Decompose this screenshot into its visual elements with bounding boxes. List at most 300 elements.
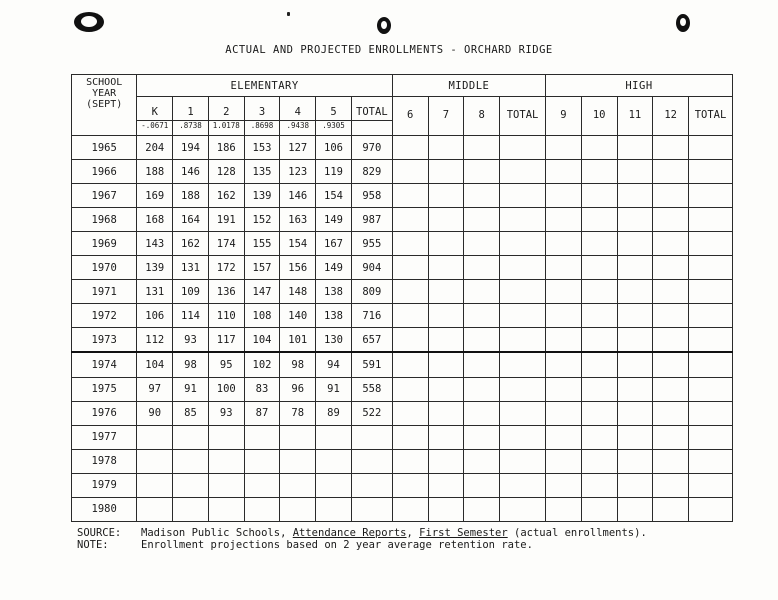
empty-cell xyxy=(653,352,689,377)
empty-cell xyxy=(689,401,733,425)
enrollment-cell: 140 xyxy=(280,304,316,328)
table-row xyxy=(72,352,733,377)
empty-cell xyxy=(581,497,617,521)
empty-cell xyxy=(617,328,653,353)
empty-cell xyxy=(500,304,546,328)
empty-cell xyxy=(392,377,428,401)
empty-cell xyxy=(464,328,500,353)
grade-header: 8 xyxy=(464,97,500,136)
empty-cell xyxy=(546,377,582,401)
empty-cell xyxy=(392,232,428,256)
empty-cell xyxy=(546,328,582,353)
enrollment-cell: 131 xyxy=(173,256,209,280)
empty-cell xyxy=(392,160,428,184)
elementary-total-cell: 904 xyxy=(351,256,392,280)
elementary-total-cell: 716 xyxy=(351,304,392,328)
enrollment-cell: 83 xyxy=(244,377,280,401)
source-line xyxy=(77,527,647,539)
empty-cell xyxy=(464,304,500,328)
table-row xyxy=(72,497,733,521)
empty-cell xyxy=(464,352,500,377)
enrollment-cell xyxy=(137,473,173,497)
empty-cell xyxy=(428,232,464,256)
enrollment-cell xyxy=(316,449,352,473)
empty-cell xyxy=(581,377,617,401)
year-cell: 1976 xyxy=(72,401,137,425)
year-cell: 1978 xyxy=(72,449,137,473)
year-cell: 1971 xyxy=(72,280,137,304)
empty-cell xyxy=(689,352,733,377)
empty-cell xyxy=(500,328,546,353)
empty-cell xyxy=(653,449,689,473)
enrollment-cell: 153 xyxy=(244,136,280,160)
empty-cell xyxy=(581,449,617,473)
empty-cell xyxy=(546,304,582,328)
enrollment-cell xyxy=(244,449,280,473)
enrollment-cell: 109 xyxy=(173,280,209,304)
enrollment-cell: 167 xyxy=(316,232,352,256)
retention-rate: .8738 xyxy=(173,121,209,136)
empty-cell xyxy=(653,280,689,304)
empty-cell xyxy=(500,184,546,208)
empty-cell xyxy=(546,184,582,208)
empty-cell xyxy=(617,280,653,304)
empty-cell xyxy=(464,425,500,449)
elementary-total-cell: 591 xyxy=(351,352,392,377)
enrollment-cell: 97 xyxy=(137,377,173,401)
empty-cell xyxy=(689,473,733,497)
enrollment-table xyxy=(71,74,733,522)
empty-cell xyxy=(617,208,653,232)
empty-cell xyxy=(500,497,546,521)
empty-cell xyxy=(581,401,617,425)
enrollment-cell: 136 xyxy=(208,280,244,304)
empty-cell xyxy=(392,497,428,521)
enrollment-cell xyxy=(137,497,173,521)
empty-cell xyxy=(392,304,428,328)
source-label: SOURCE: xyxy=(77,527,122,539)
empty-cell xyxy=(428,449,464,473)
enrollment-cell xyxy=(208,497,244,521)
empty-cell xyxy=(617,136,653,160)
enrollment-cell: 98 xyxy=(280,352,316,377)
empty-cell xyxy=(500,208,546,232)
enrollment-cell xyxy=(280,497,316,521)
enrollment-cell xyxy=(208,473,244,497)
empty-cell xyxy=(546,352,582,377)
source-text: Madison Public Schools, Attendance Reports, First Semester (actual enrollments). xyxy=(141,527,647,539)
enrollment-cell: 168 xyxy=(137,208,173,232)
enrollment-cell: 139 xyxy=(244,184,280,208)
enrollment-cell: 146 xyxy=(280,184,316,208)
enrollment-cell: 149 xyxy=(316,208,352,232)
empty-cell xyxy=(581,328,617,353)
enrollment-cell xyxy=(173,473,209,497)
enrollment-cell: 93 xyxy=(208,401,244,425)
table-row xyxy=(72,256,733,280)
empty-cell xyxy=(464,160,500,184)
empty-cell xyxy=(428,401,464,425)
grade-header: 10 xyxy=(581,97,617,136)
table-row xyxy=(72,184,733,208)
enrollment-cell: 131 xyxy=(137,280,173,304)
enrollment-cell xyxy=(137,449,173,473)
empty-cell xyxy=(581,256,617,280)
empty-cell xyxy=(464,449,500,473)
empty-cell xyxy=(653,256,689,280)
enrollment-cell: 91 xyxy=(316,377,352,401)
enrollment-cell: 162 xyxy=(173,232,209,256)
grade-header: 7 xyxy=(428,97,464,136)
empty-cell xyxy=(546,136,582,160)
empty-cell xyxy=(392,401,428,425)
retention-rate: .8698 xyxy=(244,121,280,136)
enrollment-cell: 156 xyxy=(280,256,316,280)
enrollment-cell: 94 xyxy=(316,352,352,377)
empty-cell xyxy=(617,401,653,425)
empty-cell xyxy=(546,497,582,521)
retention-rate: .9438 xyxy=(280,121,316,136)
enrollment-cell: 164 xyxy=(173,208,209,232)
empty-cell xyxy=(546,232,582,256)
empty-cell xyxy=(689,377,733,401)
year-cell: 1970 xyxy=(72,256,137,280)
table-row xyxy=(72,280,733,304)
empty-cell xyxy=(689,232,733,256)
empty-cell xyxy=(428,280,464,304)
note-text: Enrollment projections based on 2 year average retention rate. xyxy=(141,539,533,551)
empty-cell xyxy=(617,473,653,497)
empty-cell xyxy=(581,352,617,377)
empty-cell xyxy=(653,473,689,497)
year-cell: 1966 xyxy=(72,160,137,184)
enrollment-cell: 148 xyxy=(280,280,316,304)
enrollment-cell: 90 xyxy=(137,401,173,425)
empty-cell xyxy=(428,377,464,401)
punch-hole-icon xyxy=(377,17,391,34)
enrollment-cell: 106 xyxy=(316,136,352,160)
enrollment-cell: 152 xyxy=(244,208,280,232)
enrollment-cell: 87 xyxy=(244,401,280,425)
table-row xyxy=(72,377,733,401)
enrollment-cell: 162 xyxy=(208,184,244,208)
empty-cell xyxy=(392,208,428,232)
grade-header: 6 xyxy=(392,97,428,136)
empty-cell xyxy=(428,352,464,377)
year-cell: 1979 xyxy=(72,473,137,497)
empty-cell xyxy=(500,232,546,256)
empty-cell xyxy=(546,208,582,232)
note-label: NOTE: xyxy=(77,539,109,551)
empty-cell xyxy=(464,232,500,256)
empty-cell xyxy=(392,280,428,304)
enrollment-cell xyxy=(173,425,209,449)
empty-cell xyxy=(689,449,733,473)
punch-hole-icon xyxy=(676,14,690,32)
empty-cell xyxy=(617,304,653,328)
empty-cell xyxy=(392,136,428,160)
empty-cell xyxy=(500,280,546,304)
empty-cell xyxy=(653,401,689,425)
empty-cell xyxy=(581,473,617,497)
year-cell: 1975 xyxy=(72,377,137,401)
empty-cell xyxy=(689,136,733,160)
table-row xyxy=(72,232,733,256)
ink-speck xyxy=(287,12,290,16)
grade-header: 1 xyxy=(173,97,209,121)
page-title: ACTUAL AND PROJECTED ENROLLMENTS - ORCHARD RIDGE xyxy=(225,44,553,56)
enrollment-cell xyxy=(280,425,316,449)
middle-group-header: MIDDLE xyxy=(392,75,545,97)
enrollment-cell: 85 xyxy=(173,401,209,425)
enrollment-cell: 114 xyxy=(173,304,209,328)
empty-cell xyxy=(653,328,689,353)
empty-cell xyxy=(392,473,428,497)
empty-cell xyxy=(392,352,428,377)
enrollment-cell: 123 xyxy=(280,160,316,184)
empty-cell xyxy=(464,136,500,160)
elementary-total-cell xyxy=(351,425,392,449)
elementary-group-header: ELEMENTARY xyxy=(137,75,392,97)
empty-cell xyxy=(546,449,582,473)
year-cell: 1977 xyxy=(72,425,137,449)
empty-cell xyxy=(392,425,428,449)
table-row xyxy=(72,160,733,184)
enrollment-cell xyxy=(244,425,280,449)
empty-cell xyxy=(392,184,428,208)
year-cell: 1965 xyxy=(72,136,137,160)
empty-cell xyxy=(689,425,733,449)
enrollment-cell: 147 xyxy=(244,280,280,304)
empty-cell xyxy=(500,256,546,280)
grade-header: 12 xyxy=(653,97,689,136)
empty-cell xyxy=(653,184,689,208)
grade-header: TOTAL xyxy=(689,97,733,136)
enrollment-cell: 154 xyxy=(280,232,316,256)
empty-cell xyxy=(653,497,689,521)
empty-cell xyxy=(546,160,582,184)
empty-cell xyxy=(464,280,500,304)
elementary-total-cell xyxy=(351,449,392,473)
empty-cell xyxy=(500,136,546,160)
enrollment-cell: 108 xyxy=(244,304,280,328)
table-row xyxy=(72,473,733,497)
enrollment-cell xyxy=(173,449,209,473)
table-row xyxy=(72,208,733,232)
enrollment-cell: 188 xyxy=(137,160,173,184)
empty-cell xyxy=(464,497,500,521)
empty-cell xyxy=(500,425,546,449)
enrollment-cell: 135 xyxy=(244,160,280,184)
empty-cell xyxy=(617,184,653,208)
empty-cell xyxy=(689,208,733,232)
empty-cell xyxy=(689,328,733,353)
empty-cell xyxy=(653,136,689,160)
retention-rate: -.0671 xyxy=(137,121,173,136)
enrollment-cell: 138 xyxy=(316,304,352,328)
school-year-header: SCHOOL YEAR (SEPT) xyxy=(72,75,137,136)
enrollment-cell: 117 xyxy=(208,328,244,353)
empty-cell xyxy=(581,208,617,232)
empty-cell xyxy=(617,449,653,473)
year-cell: 1967 xyxy=(72,184,137,208)
enrollment-cell: 101 xyxy=(280,328,316,353)
table-row xyxy=(72,328,733,353)
enrollment-cell: 106 xyxy=(137,304,173,328)
empty-cell xyxy=(617,232,653,256)
enrollment-cell xyxy=(244,497,280,521)
empty-cell xyxy=(428,256,464,280)
elementary-total-cell: 809 xyxy=(351,280,392,304)
empty-cell xyxy=(500,401,546,425)
enrollment-cell: 155 xyxy=(244,232,280,256)
enrollment-cell: 96 xyxy=(280,377,316,401)
empty-cell xyxy=(428,497,464,521)
grade-header: 5 xyxy=(316,97,352,121)
enrollment-cell: 194 xyxy=(173,136,209,160)
enrollment-cell: 104 xyxy=(137,352,173,377)
enrollment-cell: 143 xyxy=(137,232,173,256)
enrollment-cell xyxy=(173,497,209,521)
retention-rate: 1.0178 xyxy=(208,121,244,136)
empty-cell xyxy=(617,377,653,401)
empty-cell xyxy=(428,208,464,232)
enrollment-cell: 119 xyxy=(316,160,352,184)
elementary-total-cell: 970 xyxy=(351,136,392,160)
empty-cell xyxy=(617,425,653,449)
elementary-total-cell: 958 xyxy=(351,184,392,208)
empty-cell xyxy=(653,304,689,328)
enrollment-cell: 186 xyxy=(208,136,244,160)
enrollment-cell: 128 xyxy=(208,160,244,184)
enrollment-cell xyxy=(137,425,173,449)
enrollment-cell: 98 xyxy=(173,352,209,377)
enrollment-cell: 169 xyxy=(137,184,173,208)
year-cell: 1972 xyxy=(72,304,137,328)
enrollment-cell xyxy=(280,449,316,473)
enrollment-cell xyxy=(316,497,352,521)
empty-cell xyxy=(689,184,733,208)
empty-cell xyxy=(428,304,464,328)
empty-cell xyxy=(581,304,617,328)
enrollment-cell: 154 xyxy=(316,184,352,208)
empty-cell xyxy=(617,497,653,521)
empty-cell xyxy=(464,184,500,208)
enrollment-cell: 95 xyxy=(208,352,244,377)
empty-cell xyxy=(546,401,582,425)
enrollment-cell: 130 xyxy=(316,328,352,353)
empty-cell xyxy=(617,352,653,377)
grade-header: 4 xyxy=(280,97,316,121)
empty-cell xyxy=(392,328,428,353)
empty-cell xyxy=(428,328,464,353)
high-group-header: HIGH xyxy=(546,75,733,97)
elementary-total-cell: 558 xyxy=(351,377,392,401)
grade-header: 9 xyxy=(546,97,582,136)
table-row xyxy=(72,449,733,473)
year-cell: 1973 xyxy=(72,328,137,353)
empty-cell xyxy=(617,256,653,280)
enrollment-cell: 138 xyxy=(316,280,352,304)
enrollment-cell xyxy=(316,473,352,497)
enrollment-cell: 157 xyxy=(244,256,280,280)
empty-cell xyxy=(428,425,464,449)
elementary-total-cell: 522 xyxy=(351,401,392,425)
table-row xyxy=(72,425,733,449)
enrollment-cell: 172 xyxy=(208,256,244,280)
empty-cell xyxy=(546,256,582,280)
empty-cell xyxy=(689,497,733,521)
empty-cell xyxy=(653,232,689,256)
enrollment-cell xyxy=(316,425,352,449)
grade-header-row xyxy=(72,97,733,121)
grade-header: TOTAL xyxy=(500,97,546,136)
empty-cell xyxy=(689,160,733,184)
table-row xyxy=(72,401,733,425)
grade-header: 11 xyxy=(617,97,653,136)
enrollment-cell xyxy=(208,425,244,449)
empty-cell xyxy=(464,377,500,401)
enrollment-cell: 174 xyxy=(208,232,244,256)
grade-header: 2 xyxy=(208,97,244,121)
year-cell: 1969 xyxy=(72,232,137,256)
empty-cell xyxy=(392,449,428,473)
empty-cell xyxy=(392,256,428,280)
enrollment-cell: 93 xyxy=(173,328,209,353)
enrollment-cell: 127 xyxy=(280,136,316,160)
empty-cell xyxy=(428,160,464,184)
empty-cell xyxy=(500,473,546,497)
empty-cell xyxy=(500,377,546,401)
enrollment-cell: 100 xyxy=(208,377,244,401)
elementary-total-cell xyxy=(351,497,392,521)
empty-cell xyxy=(500,160,546,184)
enrollment-cell: 191 xyxy=(208,208,244,232)
note-line xyxy=(77,539,647,551)
empty-cell xyxy=(653,425,689,449)
empty-cell xyxy=(581,280,617,304)
year-cell: 1980 xyxy=(72,497,137,521)
enrollment-cell: 112 xyxy=(137,328,173,353)
elementary-total-cell xyxy=(351,473,392,497)
empty-cell xyxy=(464,473,500,497)
empty-cell xyxy=(653,160,689,184)
empty-cell xyxy=(581,136,617,160)
table-row xyxy=(72,304,733,328)
enrollment-cell: 146 xyxy=(173,160,209,184)
empty-cell xyxy=(428,136,464,160)
enrollment-cell: 110 xyxy=(208,304,244,328)
elementary-total-cell: 657 xyxy=(351,328,392,353)
retention-rate: .9305 xyxy=(316,121,352,136)
empty-cell xyxy=(464,208,500,232)
elementary-total-cell: 955 xyxy=(351,232,392,256)
elementary-total-cell: 829 xyxy=(351,160,392,184)
table-footnotes xyxy=(77,527,647,551)
empty-cell xyxy=(653,208,689,232)
elementary-total-cell: 987 xyxy=(351,208,392,232)
grade-header: TOTAL xyxy=(351,97,392,121)
empty-cell xyxy=(689,280,733,304)
enrollment-cell: 149 xyxy=(316,256,352,280)
empty-cell xyxy=(428,473,464,497)
enrollment-cell: 139 xyxy=(137,256,173,280)
grade-header: 3 xyxy=(244,97,280,121)
empty-cell xyxy=(617,160,653,184)
enrollment-cell: 89 xyxy=(316,401,352,425)
empty-cell xyxy=(581,425,617,449)
enrollment-cell: 163 xyxy=(280,208,316,232)
